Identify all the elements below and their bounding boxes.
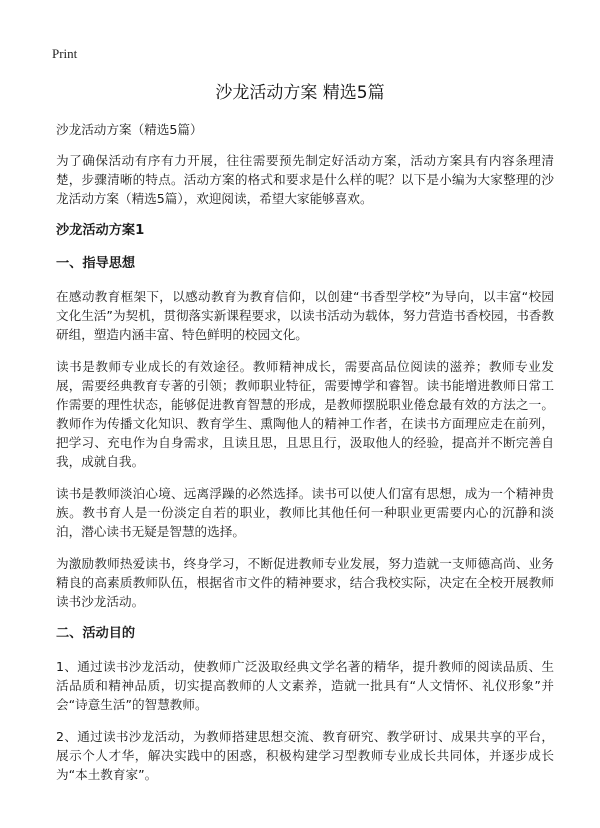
plan1-heading: 沙龙活动方案1 bbox=[56, 223, 145, 238]
paragraph-1: 在感动教育框架下，以感动教育为教育信仰，以创建“书香型学校”为导向，以丰富“校园文化生活”为契机，贯彻落实新课程要求，以读书活动为载体，努力营造书香校园，书香教研组，塑造内涵丰富、特色鲜明的校园文化。 bbox=[56, 289, 554, 342]
paragraph-3: 读书是教师淡泊心境、远离浮躁的必然选择。读书可以使人们富有思想，成为一个精神贵族。教书育人是一份淡定自若的职业，教师比其他任何一种职业更需要内心的沉静和淡泊，潜心读书无疑是智慧的选择。 bbox=[56, 486, 554, 539]
goal-item-1: 1、通过读书沙龙活动，使教师广泛汲取经典文学名著的精华，提升教师的阅读品质、生活品质和精神品质，切实提高教师的人文素养，造就一批具有“人文情怀、礼仪形象”并会“诗意生活”的智慧教师。 bbox=[56, 659, 554, 712]
print-link[interactable]: Print bbox=[52, 46, 78, 61]
intro-paragraph: 为了确保活动有序有力开展，往往需要预先制定好活动方案，活动方案具有内容条理清楚，步骤清晰的特点。活动方案的格式和要求是什么样的呢？以下是小编为大家整理的沙龙活动方案（精选5篇），欢迎阅读，希望大家能够喜欢。 bbox=[56, 153, 554, 206]
section-guiding-ideology-heading: 一、指导思想 bbox=[56, 256, 136, 271]
document-body bbox=[56, 120, 554, 797]
document-title: 沙龙活动方案 精选5篇 bbox=[215, 83, 385, 103]
paragraph-4: 为激励教师热爱读书，终身学习，不断促进教师专业发展，努力造就一支师德高尚、业务精良的高素质教师队伍，根据省市文件的精神要求，结合我校实际，决定在全校开展教师读书沙龙活动。 bbox=[56, 556, 554, 609]
paragraph-2: 读书是教师专业成长的有效途径。教师精神成长，需要高品位阅读的滋养；教师专业发展，需要经典教育专著的引领；教师职业特征，需要博学和睿智。读书能增进教师日常工作需要的理性状态，能够促进教育智慧的形成，是教师摆脱职业倦怠最有效的方法之一。教师作为传播文化知识、教育学生、熏陶他人的精神工作者，在读书方面理应走在前列，把学习、充电作为自身需求，且读且思，且思且行，汲取他人的经验，提高并不断完善自我，成就自我。 bbox=[56, 359, 554, 469]
document-subtitle: 沙龙活动方案（精选5篇） bbox=[56, 122, 203, 137]
section-activity-goals-heading: 二、活动目的 bbox=[56, 626, 136, 641]
goal-item-2: 2、通过读书沙龙活动，为教师搭建思想交流、教育研究、教学研讨、成果共享的平台，展示个人才华，解决实践中的困惑，积极构建学习型教师专业成长共同体，并逐步成长为“本土教育家”。 bbox=[56, 729, 554, 782]
